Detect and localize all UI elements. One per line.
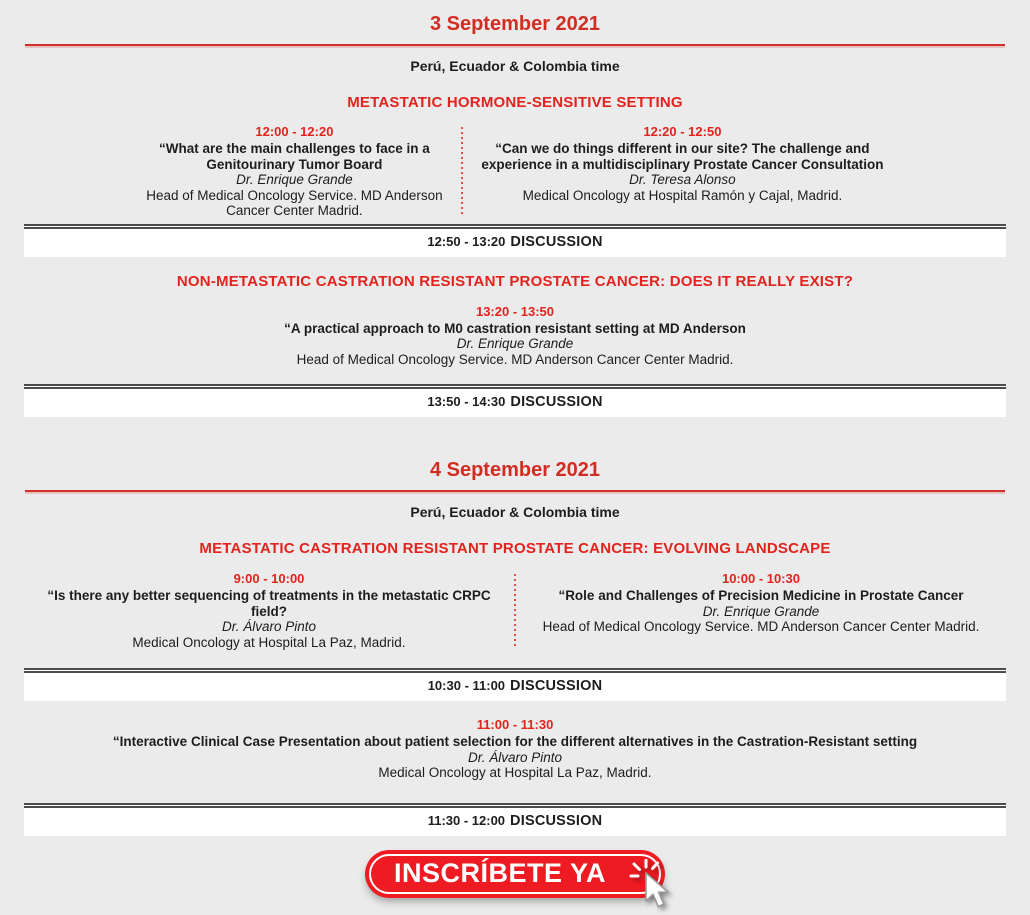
session-time: 11:00 - 11:30	[476, 717, 554, 732]
session-speaker: Dr. Enrique Grande	[236, 172, 353, 187]
session-10-00	[516, 571, 1006, 650]
day-1-timezone: Perú, Ecuador & Colombia time	[410, 58, 620, 74]
discussion-bar	[24, 224, 1006, 257]
session-affiliation: Medical Oncology at Hospital La Paz, Madrid.	[378, 765, 652, 780]
session-speaker: Dr. Álvaro Pinto	[467, 749, 563, 765]
session-speaker: Dr. Enrique Grande	[456, 336, 574, 351]
discussion-time: 10:30 - 11:00	[427, 678, 506, 693]
discussion-time: 13:50 - 14:30	[427, 394, 506, 409]
red-divider-line	[25, 490, 1005, 492]
session-title: “Interactive Clinical Case Presentation about patient selection for the different alternatives in the Castration-Resistant setting	[112, 734, 918, 749]
discussion-label: DISCUSSION	[510, 812, 603, 829]
session-title: “Can we do things different in our site? The challenge and experience in a multidisciplinary Prostate Cancer Consultation	[481, 141, 884, 172]
session-title: “A practical approach to M0 castration resistant setting at MD Anderson	[284, 320, 746, 336]
session-title: “Role and Challenges of Precision Medicine in Prostate Cancer	[558, 588, 964, 603]
session-time: 12:20 - 12:50	[643, 124, 722, 139]
session-title: “Is there any better sequencing of treatments in the metastatic CRPC field?	[47, 588, 491, 619]
discussion-time: 12:50 - 13:20	[427, 233, 506, 249]
day-1-block-1-heading: METASTATIC HORMONE-SENSITIVE SETTING	[347, 94, 683, 111]
session-speaker: Dr. Álvaro Pinto	[221, 619, 317, 634]
day-2-two-column-sessions	[24, 571, 1006, 650]
discussion-time: 11:30 - 12:00	[427, 812, 506, 828]
session-affiliation: Medical Oncology at Hospital Ramón y Cajal, Madrid.	[522, 187, 843, 203]
register-button[interactable]	[365, 850, 665, 898]
cursor-click-icon	[629, 859, 681, 915]
day-1-date-heading: 3 September 2021	[429, 13, 601, 35]
discussion-label: DISCUSSION	[510, 394, 603, 410]
session-time: 10:00 - 10:30	[721, 571, 801, 586]
register-button-label: INSCRÍBETE YA	[393, 858, 607, 888]
session-13-20	[85, 304, 945, 368]
discussion-bar	[24, 668, 1006, 701]
session-title: “What are the main challenges to face in a Genitourinary Tumor Board	[158, 141, 430, 172]
register-cta	[365, 850, 665, 898]
session-time: 13:20 - 13:50	[475, 303, 555, 319]
day-1-block-2-heading: NON-METASTATIC CASTRATION RESISTANT PROSTATE CANCER: DOES IT REALLY EXIST?	[176, 272, 854, 290]
session-12-00	[128, 124, 461, 219]
session-speaker: Dr. Teresa Alonso	[629, 172, 736, 187]
discussion-label: DISCUSSION	[510, 233, 603, 250]
session-speaker: Dr. Enrique Grande	[702, 603, 820, 619]
day-1-two-column-sessions	[128, 124, 902, 219]
day-2-section	[0, 459, 1030, 836]
discussion-bar	[24, 803, 1006, 836]
discussion-label: DISCUSSION	[510, 678, 603, 694]
session-affiliation: Head of Medical Oncology Service. MD Anderson Cancer Center Madrid.	[542, 619, 980, 634]
session-time: 12:00 - 12:20	[255, 124, 334, 139]
day-2-timezone: Perú, Ecuador & Colombia time	[410, 504, 620, 520]
day-2-date-heading: 4 September 2021	[429, 459, 601, 481]
session-affiliation: Head of Medical Oncology Service. MD Anderson Cancer Center Madrid.	[146, 187, 443, 218]
session-affiliation: Head of Medical Oncology Service. MD Anderson Cancer Center Madrid.	[296, 351, 734, 367]
session-12-20	[463, 124, 902, 219]
session-11-00	[85, 717, 945, 781]
red-divider-line	[25, 44, 1005, 46]
session-9-00	[24, 571, 514, 650]
discussion-bar	[24, 384, 1006, 417]
day-2-block-1-heading: METASTATIC CASTRATION RESISTANT PROSTATE CANCER: EVOLVING LANDSCAPE	[199, 540, 831, 557]
session-time: 9:00 - 10:00	[233, 571, 305, 586]
session-affiliation: Medical Oncology at Hospital La Paz, Madrid.	[132, 634, 406, 650]
day-1-section	[0, 13, 1030, 417]
